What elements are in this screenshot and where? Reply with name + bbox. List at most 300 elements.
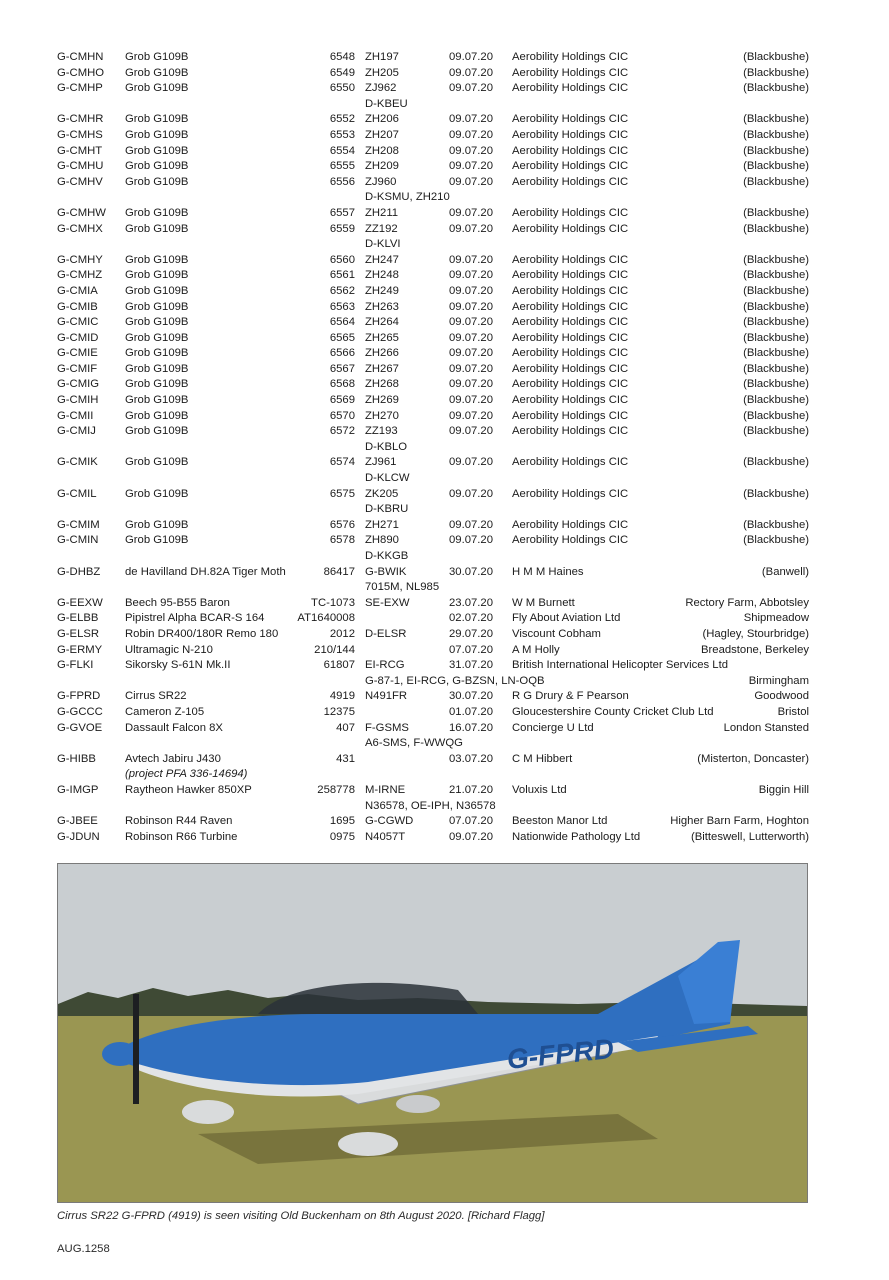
registration: G-ELBB: [57, 612, 99, 625]
owner: Aerobility Holdings CIC: [512, 331, 629, 344]
aircraft-type: Grob G109B: [125, 206, 189, 219]
aircraft-type: Grob G109B: [125, 456, 189, 469]
table-row: [57, 222, 809, 253]
previous-identity-continued: D-KSMU, ZH210: [365, 191, 450, 204]
previous-identity: ZZ193: [365, 425, 398, 438]
previous-identity: ZH264: [365, 316, 399, 329]
register-group-second: [57, 689, 809, 751]
constructor-number: AT1640008: [297, 612, 355, 625]
owner: Aerobility Holdings CIC: [512, 128, 629, 141]
aircraft-type: Grob G109B: [125, 51, 189, 63]
registration-date: 09.07.20: [449, 128, 493, 141]
base: (Bitteswell, Lutterworth): [690, 830, 809, 843]
owner: Aerobility Holdings CIC: [512, 113, 629, 126]
table-row: [57, 112, 809, 128]
owner: Aerobility Holdings CIC: [512, 394, 629, 407]
owner: Aerobility Holdings CIC: [512, 269, 629, 282]
constructor-number: 6578: [329, 534, 355, 547]
table-row: [57, 518, 809, 534]
constructor-number: 6555: [329, 160, 355, 173]
constructor-number: 258778: [317, 783, 355, 796]
owner: Aerobility Holdings CIC: [512, 487, 629, 500]
registration: G-CMIM: [57, 518, 100, 531]
previous-identity-continued: D-KBLO: [365, 440, 408, 453]
table-row: [57, 752, 809, 783]
registration: G-CMIG: [57, 378, 100, 391]
owner: Aerobility Holdings CIC: [512, 456, 629, 469]
owner: Gloucestershire County Cricket Club Ltd: [512, 705, 714, 718]
base: (Blackbushe): [743, 51, 809, 63]
registration: G-CMII: [57, 409, 94, 422]
registration-date: 09.07.20: [449, 347, 493, 360]
aircraft-propeller: [133, 994, 139, 1104]
base: Breadstone, Berkeley: [700, 643, 809, 656]
registration-date: 23.07.20: [449, 596, 493, 609]
registration-date: 29.07.20: [449, 627, 493, 640]
owner: Aerobility Holdings CIC: [512, 206, 629, 219]
constructor-number: 6552: [329, 113, 355, 126]
previous-identity: D-ELSR: [365, 627, 407, 640]
base: (Blackbushe): [743, 425, 809, 438]
table-row: [57, 658, 809, 689]
base: Biggin Hill: [758, 783, 809, 796]
previous-identity: ZH208: [365, 144, 399, 157]
main-wheel-fairing: [338, 1132, 398, 1156]
aircraft-type: Grob G109B: [125, 362, 189, 375]
registration-date: 09.07.20: [449, 316, 493, 329]
table-row: [57, 128, 809, 144]
previous-identity: ZZ192: [365, 222, 398, 235]
base: (Blackbushe): [743, 487, 809, 500]
previous-identity-continued: A6-SMS, F-WWQG: [365, 737, 463, 750]
base: Rectory Farm, Abbotsley: [685, 596, 809, 609]
constructor-number: 6570: [329, 409, 355, 422]
constructor-number: 6564: [329, 316, 355, 329]
registration-date: 09.07.20: [449, 830, 493, 843]
registration-date: 09.07.20: [449, 175, 493, 188]
table-row: [57, 268, 809, 284]
registration: G-CMHT: [57, 144, 103, 157]
registration: G-FLKI: [57, 659, 94, 672]
registration-date: 09.07.20: [449, 160, 493, 173]
aircraft-type: Beech 95-B55 Baron: [125, 596, 230, 609]
registration-date: 09.07.20: [449, 487, 493, 500]
constructor-number: 6567: [329, 362, 355, 375]
registration-date: 02.07.20: [449, 612, 493, 625]
table-row: [57, 50, 809, 66]
registration: G-CMHS: [57, 128, 103, 141]
constructor-number: 431: [336, 752, 355, 765]
aircraft-type: Robinson R66 Turbine: [125, 830, 238, 843]
base: (Blackbushe): [743, 362, 809, 375]
table-row: [57, 627, 809, 643]
base: (Blackbushe): [743, 316, 809, 329]
previous-identity: ZH247: [365, 253, 399, 266]
aircraft-type: Grob G109B: [125, 175, 189, 188]
registration: G-HIBB: [57, 752, 96, 765]
table-row: [57, 643, 809, 659]
constructor-number: 6557: [329, 206, 355, 219]
registration-date: 09.07.20: [449, 331, 493, 344]
owner: Aerobility Holdings CIC: [512, 253, 629, 266]
base: (Blackbushe): [743, 66, 809, 79]
constructor-number: 6572: [329, 425, 355, 438]
table-row: [57, 362, 809, 378]
project-note: (project PFA 336-14694): [125, 768, 248, 781]
registration-date: 09.07.20: [449, 113, 493, 126]
registration-date: 07.07.20: [449, 643, 493, 656]
registration: G-IMGP: [57, 783, 99, 796]
table-row: [57, 424, 809, 455]
aircraft-type: Grob G109B: [125, 269, 189, 282]
registration: G-CMHV: [57, 175, 103, 188]
tail-registration-marking: G-FPRD: [505, 1032, 616, 1075]
aircraft-type: Grob G109B: [125, 425, 189, 438]
constructor-number: 6554: [329, 144, 355, 157]
aircraft-type: Grob G109B: [125, 518, 189, 531]
registration: G-ERMY: [57, 643, 103, 656]
constructor-number: 6576: [329, 518, 355, 531]
table-row: [57, 487, 809, 518]
constructor-number: 4919: [329, 690, 355, 703]
constructor-number: 6563: [329, 300, 355, 313]
base: Birmingham: [748, 674, 809, 687]
registration-date: 30.07.20: [449, 565, 493, 578]
photo-caption: Cirrus SR22 G-FPRD (4919) is seen visiting Old Buckenham on 8th August 2020. [Richard Flagg]: [57, 1210, 545, 1222]
table-row: [57, 689, 809, 705]
table-row: [57, 783, 809, 814]
registration: G-CMIJ: [57, 425, 96, 438]
register-table: [57, 50, 809, 845]
owner: Fly About Aviation Ltd: [512, 612, 621, 625]
aircraft-type: Grob G109B: [125, 378, 189, 391]
aircraft-type: Grob G109B: [125, 66, 189, 79]
base: (Blackbushe): [743, 128, 809, 141]
registration-date: 09.07.20: [449, 51, 493, 63]
registration-date: 16.07.20: [449, 721, 493, 734]
table-row: [57, 533, 809, 564]
aircraft-type: Grob G109B: [125, 144, 189, 157]
owner: Concierge U Ltd: [512, 721, 594, 734]
base: London Stansted: [723, 721, 809, 734]
base: (Blackbushe): [743, 347, 809, 360]
aircraft-type: Grob G109B: [125, 128, 189, 141]
previous-identity: ZJ961: [365, 456, 397, 469]
previous-identity: ZH206: [365, 113, 399, 126]
owner: Aerobility Holdings CIC: [512, 518, 629, 531]
registration: G-CMIK: [57, 456, 98, 469]
aircraft-type: Grob G109B: [125, 347, 189, 360]
constructor-number: 6553: [329, 128, 355, 141]
table-row: [57, 393, 809, 409]
constructor-number: 6548: [329, 51, 355, 63]
table-row: [57, 565, 809, 596]
registration-date: 09.07.20: [449, 409, 493, 422]
previous-identity-continued: 7015M, NL985: [365, 581, 440, 594]
constructor-number: 6560: [329, 253, 355, 266]
table-row: [57, 206, 809, 222]
previous-identity: ZH265: [365, 331, 399, 344]
previous-identity: ZH249: [365, 284, 399, 297]
registration: G-CMHZ: [57, 269, 103, 282]
previous-identity: ZK205: [365, 487, 399, 500]
table-row: [57, 175, 809, 206]
previous-identity: ZJ960: [365, 175, 397, 188]
previous-identity: ZH263: [365, 300, 399, 313]
constructor-number: 0975: [329, 830, 355, 843]
table-row: [57, 331, 809, 347]
owner: Aerobility Holdings CIC: [512, 222, 629, 235]
aircraft-type: Grob G109B: [125, 300, 189, 313]
aircraft-type: Grob G109B: [125, 394, 189, 407]
base: (Blackbushe): [743, 222, 809, 235]
registration-date: 09.07.20: [449, 300, 493, 313]
previous-identity: M-IRNE: [365, 783, 406, 796]
constructor-number: 6562: [329, 284, 355, 297]
registration-date: 09.07.20: [449, 378, 493, 391]
base: (Blackbushe): [743, 518, 809, 531]
table-row: [57, 159, 809, 175]
aircraft-type: de Havilland DH.82A Tiger Moth: [125, 565, 286, 578]
registration: G-CMIC: [57, 316, 99, 329]
aircraft-type: Grob G109B: [125, 160, 189, 173]
aircraft-type: Dassault Falcon 8X: [125, 721, 223, 734]
table-row: [57, 81, 809, 112]
base: (Blackbushe): [743, 284, 809, 297]
registration: G-FPRD: [57, 690, 101, 703]
owner: Aerobility Holdings CIC: [512, 144, 629, 157]
owner: Beeston Manor Ltd: [512, 815, 608, 828]
previous-identity-continued: N36578, OE-IPH, N36578: [365, 799, 496, 812]
constructor-number: 6575: [329, 487, 355, 500]
registration-date: 09.07.20: [449, 253, 493, 266]
aircraft-type: Raytheon Hawker 850XP: [125, 783, 252, 796]
owner: H M M Haines: [512, 565, 584, 578]
previous-identity: ZH890: [365, 534, 399, 547]
owner: Viscount Cobham: [512, 627, 601, 640]
owner: Aerobility Holdings CIC: [512, 300, 629, 313]
aircraft-type: Avtech Jabiru J430: [125, 752, 221, 765]
aircraft-type: Ultramagic N-210: [125, 643, 213, 656]
owner: Aerobility Holdings CIC: [512, 175, 629, 188]
registration: G-GVOE: [57, 721, 103, 734]
previous-identity: ZH248: [365, 269, 399, 282]
constructor-number: 2012: [329, 627, 355, 640]
base: (Blackbushe): [743, 378, 809, 391]
registration-date: 09.07.20: [449, 456, 493, 469]
registration-date: 09.07.20: [449, 144, 493, 157]
previous-identity-continued: D-KLVI: [365, 238, 401, 251]
constructor-number: 407: [336, 721, 355, 734]
base: Bristol: [777, 705, 809, 718]
aircraft-type: Grob G109B: [125, 222, 189, 235]
owner: Aerobility Holdings CIC: [512, 82, 629, 95]
owner: A M Holly: [512, 643, 560, 656]
aircraft-type: Grob G109B: [125, 409, 189, 422]
table-row: [57, 596, 809, 612]
constructor-number: 6574: [329, 456, 355, 469]
owner: Aerobility Holdings CIC: [512, 409, 629, 422]
owner: W M Burnett: [512, 596, 575, 609]
table-row: [57, 66, 809, 82]
previous-identity: ZJ962: [365, 82, 397, 95]
previous-identity: ZH267: [365, 362, 399, 375]
previous-identity: ZH271: [365, 518, 399, 531]
registration-date: 09.07.20: [449, 206, 493, 219]
owner: Aerobility Holdings CIC: [512, 160, 629, 173]
table-row: [57, 315, 809, 331]
base: (Banwell): [761, 565, 809, 578]
table-row: [57, 814, 809, 830]
constructor-number: 6565: [329, 331, 355, 344]
registration: G-JBEE: [57, 815, 98, 828]
table-row: [57, 455, 809, 486]
register-group-third: [57, 783, 809, 845]
base: (Blackbushe): [743, 456, 809, 469]
owner: Aerobility Holdings CIC: [512, 347, 629, 360]
previous-identity: ZH268: [365, 378, 399, 391]
owner: Aerobility Holdings CIC: [512, 316, 629, 329]
base: (Blackbushe): [743, 113, 809, 126]
previous-identity: F-GSMS: [365, 721, 409, 734]
base: (Hagley, Stourbridge): [702, 627, 809, 640]
registration-date: 09.07.20: [449, 269, 493, 282]
aircraft-type: Grob G109B: [125, 253, 189, 266]
aircraft-spinner: [102, 1042, 138, 1066]
aircraft-type: Robinson R44 Raven: [125, 815, 233, 828]
owner: British International Helicopter Services Ltd: [512, 659, 728, 672]
registration-date: 09.07.20: [449, 222, 493, 235]
registration: G-CMIE: [57, 347, 98, 360]
constructor-number: 6566: [329, 347, 355, 360]
constructor-number: 1695: [329, 815, 355, 828]
base: (Blackbushe): [743, 394, 809, 407]
aircraft-type: Grob G109B: [125, 487, 189, 500]
register-group-grob-and-others: [57, 50, 809, 658]
previous-identity: G-BWIK: [365, 565, 407, 578]
previous-identity: EI-RCG: [365, 659, 405, 672]
table-row: [57, 409, 809, 425]
base: Goodwood: [754, 690, 809, 703]
registration-date: 30.07.20: [449, 690, 493, 703]
registration: G-CMIB: [57, 300, 98, 313]
aircraft-type: Grob G109B: [125, 316, 189, 329]
registration: G-CMIN: [57, 534, 99, 547]
base: (Blackbushe): [743, 409, 809, 422]
previous-identity: N491FR: [365, 690, 408, 703]
registration: G-CMHR: [57, 113, 104, 126]
base: (Blackbushe): [743, 331, 809, 344]
owner: Aerobility Holdings CIC: [512, 378, 629, 391]
previous-identity: ZH209: [365, 160, 399, 173]
registration: G-GCCC: [57, 705, 103, 718]
table-row: [57, 284, 809, 300]
aircraft-type: Robin DR400/180R Remo 180: [125, 627, 279, 640]
previous-identity: ZH266: [365, 347, 399, 360]
base: Shipmeadow: [743, 612, 809, 625]
registration: G-ELSR: [57, 627, 100, 640]
page-reference: AUG.1258: [57, 1243, 110, 1255]
base: Higher Barn Farm, Hoghton: [670, 815, 809, 828]
previous-identity: ZH270: [365, 409, 399, 422]
base: (Blackbushe): [743, 160, 809, 173]
aircraft-type: Pipistrel Alpha BCAR-S 164: [125, 612, 265, 625]
registration-date: 31.07.20: [449, 659, 493, 672]
registration: G-CMHN: [57, 51, 104, 63]
registration-date: 09.07.20: [449, 518, 493, 531]
registration-date: 09.07.20: [449, 284, 493, 297]
owner: Aerobility Holdings CIC: [512, 534, 629, 547]
owner: Aerobility Holdings CIC: [512, 362, 629, 375]
aircraft-type: Grob G109B: [125, 82, 189, 95]
constructor-number: TC-1073: [311, 596, 355, 609]
registration-date: 21.07.20: [449, 783, 493, 796]
base: (Blackbushe): [743, 269, 809, 282]
registration: G-CMIA: [57, 284, 98, 297]
constructor-number: 6556: [329, 175, 355, 188]
owner: Nationwide Pathology Ltd: [512, 830, 641, 843]
registration-date: 09.07.20: [449, 534, 493, 547]
previous-identity: N4057T: [365, 830, 406, 843]
registration: G-CMIL: [57, 487, 97, 500]
base: (Blackbushe): [743, 175, 809, 188]
base: (Misterton, Doncaster): [697, 752, 809, 765]
table-row: [57, 705, 809, 721]
table-row: [57, 253, 809, 269]
constructor-number: 86417: [323, 565, 355, 578]
aircraft-type: Grob G109B: [125, 284, 189, 297]
registration: G-CMHU: [57, 160, 104, 173]
constructor-number: 6550: [329, 82, 355, 95]
registration: G-CMHX: [57, 222, 103, 235]
previous-identity: ZH207: [365, 128, 399, 141]
base: (Blackbushe): [743, 206, 809, 219]
registration: G-CMHP: [57, 82, 103, 95]
previous-identity-continued: D-KBEU: [365, 97, 408, 110]
aircraft-type: Cirrus SR22: [125, 690, 187, 703]
owner: Aerobility Holdings CIC: [512, 284, 629, 297]
registration: G-EEXW: [57, 596, 103, 609]
registration-date: 03.07.20: [449, 752, 493, 765]
table-row: [57, 300, 809, 316]
table-row: [57, 346, 809, 362]
aircraft-type: Sikorsky S-61N Mk.II: [125, 659, 231, 672]
previous-identities-continued: G-87-1, EI-RCG, G-BZSN, LN-OQB: [365, 674, 545, 687]
previous-identity-continued: D-KLCW: [365, 472, 410, 485]
previous-identity: SE-EXW: [365, 596, 410, 609]
base: (Blackbushe): [743, 144, 809, 157]
owner: C M Hibbert: [512, 752, 573, 765]
previous-identity-continued: D-KBRU: [365, 503, 409, 516]
registration-date: 09.07.20: [449, 82, 493, 95]
main-wheel-fairing-far: [396, 1095, 440, 1113]
aircraft-type: Grob G109B: [125, 113, 189, 126]
owner: Aerobility Holdings CIC: [512, 66, 629, 79]
owner: Aerobility Holdings CIC: [512, 51, 629, 63]
constructor-number: 6569: [329, 394, 355, 407]
previous-identity: ZH205: [365, 66, 399, 79]
previous-identity: ZH211: [365, 206, 399, 219]
constructor-number: 6559: [329, 222, 355, 235]
registration: G-JDUN: [57, 830, 100, 843]
registration-date: 01.07.20: [449, 705, 493, 718]
table-row: [57, 377, 809, 393]
base: (Blackbushe): [743, 253, 809, 266]
previous-identity: ZH197: [365, 51, 399, 63]
registration-date: 09.07.20: [449, 362, 493, 375]
registration: G-CMIF: [57, 362, 98, 375]
registration: G-CMID: [57, 331, 99, 344]
